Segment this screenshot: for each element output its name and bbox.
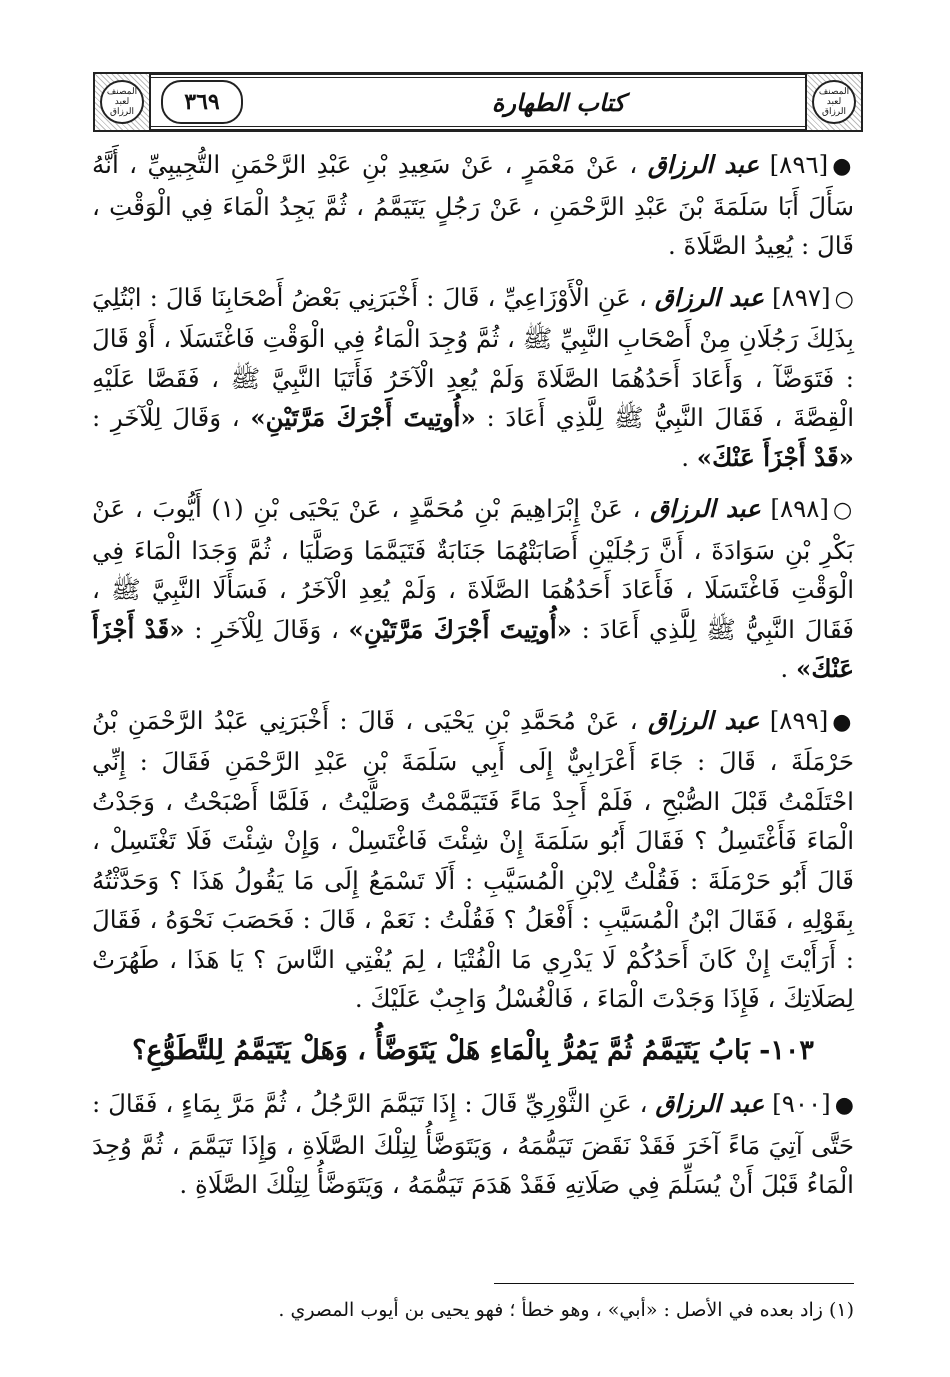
hadith-paragraph xyxy=(92,489,854,689)
footnote: (١) زاد بعده في الأصل : «أبي» ، وهو خطأ ؛ فهو يحيى بن أيوب المصري . xyxy=(278,1299,854,1321)
hadith-paragraph xyxy=(92,701,854,1019)
hadith-marker: ○ xyxy=(832,498,855,523)
hadith-marker: ○ xyxy=(834,286,854,312)
page-header xyxy=(93,72,863,132)
header-ornament-left xyxy=(95,74,151,130)
prophet-quote: «قَدْ أَجْزَأَ عَنْكَ» xyxy=(696,442,854,472)
header-ornament-right xyxy=(805,74,861,130)
hadith-text: ، وَقَالَ لِلْآخَرِ : xyxy=(194,614,339,644)
chapter-heading: ١٠٣- بَابُ يَتَيَمَّمُ ثُمَّ يَمُرُّ بِالْمَاءِ هَلْ يَتَوَضَّأُ ، وَهَلْ يَتَيَمَّمُ لِلتَّطَوُّعِ؟ xyxy=(132,1034,814,1066)
hadith-text: ، وَقَالَ لِلْآخَرِ : xyxy=(92,403,240,432)
hadith-number: [٨٩٧] xyxy=(771,282,831,312)
hadith-paragraph xyxy=(92,145,854,266)
main-text xyxy=(92,145,854,1217)
footnote-divider xyxy=(494,1283,854,1284)
emblem-icon: المصنف لعبد الرزاق xyxy=(812,80,856,124)
hadith-text: . xyxy=(780,654,789,683)
prophet-quote: «أُوتِيتَ أَجْرَكَ مَرَّتَيْنِ» xyxy=(348,614,572,644)
hadith-marker: ● xyxy=(834,1093,854,1118)
hadith-paragraph xyxy=(92,278,854,478)
author-name: عبد الرزاق xyxy=(654,282,764,312)
prophet-quote: «أُوتِيتَ أَجْرَكَ مَرَّتَيْنِ» xyxy=(250,403,476,432)
prophet-quote: «قَدْ أَجْزَأَ عَنْكَ» xyxy=(92,614,854,683)
hadith-text: . xyxy=(681,442,689,472)
author-name: عبد الرزاق xyxy=(647,150,760,179)
hadith-marker: ● xyxy=(832,154,855,179)
hadith-text: ، عَنِ الْأَوْزَاعِيِّ ، قَالَ : أَخْبَرَنِي بَعْضُ أَصْحَابِنَا قَالَ : ابْتُلِيَ بِذَلِكَ رَجُلَانِ مِنْ أَصْحَابِ النَّبِيِّ ﷺ ، ثُمَّ وُجِدَ الْمَاءُ فِي الْوَقْتِ فَاغْتَسَلَا ، أَوْ قَالَ : فَتَوَضَّآ ، وَأَعَادَ أَحَدُهُمَا الصَّلَاةَ وَلَمْ يُعِدِ الْآخَرُ فَأَتَيَا النَّبِيَّ ﷺ ، فَقَصَّا عَلَيْهِ الْقِصَّةَ ، فَقَالَ النَّبِيُّ ﷺ لِلَّذِي أَعَادَ : xyxy=(92,282,854,432)
author-name: عبد الرزاق xyxy=(648,705,760,735)
hadith-text: ، عَنِ الثَّوْرِيِّ قَالَ : إِذَا تَيَمَّمَ الرَّجُلُ ، ثُمَّ مَرَّ بِمَاءٍ ، فَقَالَ : حَتَّى آتِيَ مَاءً آخَرَ فَقَدْ نَقَضَ تَيَمُّمَهُ ، وَيَتَوَضَّأُ لِتِلْكَ الصَّلَاةِ ، وَإِذَا تَيَمَّمَ ، ثُمَّ وُجِدَ الْمَاءُ قَبْلَ أَنْ يُسَلِّمَ فِي صَلَاتِهِ فَقَدْ هَدَمَ تَيَمُّمَهُ ، وَيَتَوَضَّأُ لِتِلْكَ الصَّلَاةِ . xyxy=(92,1089,854,1199)
hadith-text: ، عَنْ إِبْرَاهِيمَ بْنِ مُحَمَّدٍ ، عَنْ يَحْيَى بْنِ (١) أَيُّوبَ ، عَنْ بَكْرِ بْنِ سَوَادَةَ ، أَنَّ رَجُلَيْنِ أَصَابَتْهُمَا جَنَابَةٌ فَتَيَمَّمَا وَصَلَّيَا ، ثُمَّ وَجَدَا الْمَاءَ فِي الْوَقْتِ فَاغْتَسَلَا ، فَأَعَادَ أَحَدُهُمَا الصَّلَاةَ ، وَلَمْ يُعِدِ الْآخَرُ ، فَسَأَلَا النَّبِيَّ ﷺ ، فَقَالَ النَّبِيُّ ﷺ لِلَّذِي أَعَادَ : xyxy=(92,494,854,644)
author-name: عبد الرزاق xyxy=(655,1089,765,1118)
author-name: عبد الرزاق xyxy=(650,494,761,523)
hadith-paragraph xyxy=(92,1084,854,1205)
hadith-number: [٨٩٦] xyxy=(769,150,829,179)
book-title: كتاب الطهارة xyxy=(491,87,625,117)
hadith-number: [٨٩٨] xyxy=(770,494,829,523)
header-band xyxy=(151,74,805,130)
hadith-text: ، عَنْ مُحَمَّدِ بْنِ يَحْيَى ، قَالَ : أَخْبَرَنِي عَبْدُ الرَّحْمَنِ بْنُ حَرْمَلَةَ ، قَالَ : جَاءَ أَعْرَابِيٌّ إِلَى أَبِي سَلَمَةَ بْنِ عَبْدِ الرَّحْمَنِ فَقَالَ : إِنِّي احْتَلَمْتُ قَبْلَ الصُّبْحِ ، فَلَمْ أَجِدْ مَاءً فَتَيَمَّمْتُ وَصَلَّيْتُ ، فَلَمَّا أَصْبَحْتُ ، وَجَدْتُ الْمَاءَ فَأَغْتَسِلُ ؟ فَقَالَ أَبُو سَلَمَةَ إِنْ شِئْتَ فَاغْتَسِلْ ، وَإِنْ شِئْتَ فَلَا تَغْتَسِلْ ، قَالَ أَبُو حَرْمَلَةَ : فَقُلْتُ لِابْنِ الْمُسَيَّبِ : أَلَا تَسْمَعُ إِلَى مَا يَقُولُ هَذَا ؟ وَحَدَّثْتُهُ بِقَوْلِهِ ، فَقَالَ ابْنُ الْمُسَيَّبِ : أَفْعَلُ ؟ فَقُلْتُ : نَعَمْ ، قَالَ : فَحَصَبَ نَحْوَهُ ، فَقَالَ : أَرَأَيْتَ إِنْ كَانَ أَحَدُكُمْ لَا يَدْرِي مَا الْفُتْيَا ، لِمَ يُفْتِي النَّاسَ ؟ يَا هَذَا ، طَهُرَتْ لِصَلَاتِكَ ، فَإِذَا وَجَدْتَ الْمَاءَ ، فَالْغُسْلُ وَاجِبٌ عَلَيْكَ . xyxy=(92,705,854,1013)
emblem-icon: المصنف لعبد الرزاق xyxy=(100,80,144,124)
page-number: ٣٦٩ xyxy=(161,80,243,124)
hadith-number: [٨٩٩] xyxy=(769,705,829,735)
hadith-text: ، عَنْ مَعْمَرٍ ، عَنْ سَعِيدِ بْنِ عَبْدِ الرَّحْمَنِ التُّجِيبِيِّ ، أَنَّهُ سَأَلَ أَبَا سَلَمَةَ بْنَ عَبْدِ الرَّحْمَنِ ، عَنْ رَجُلٍ يَتَيَمَّمُ ، ثُمَّ يَجِدُ الْمَاءَ فِي الْوَقْتِ ، قَالَ : يُعِيدُ الصَّلَاةَ . xyxy=(92,150,854,260)
hadith-marker: ● xyxy=(832,709,855,735)
hadith-number: [٩٠٠] xyxy=(772,1089,831,1118)
